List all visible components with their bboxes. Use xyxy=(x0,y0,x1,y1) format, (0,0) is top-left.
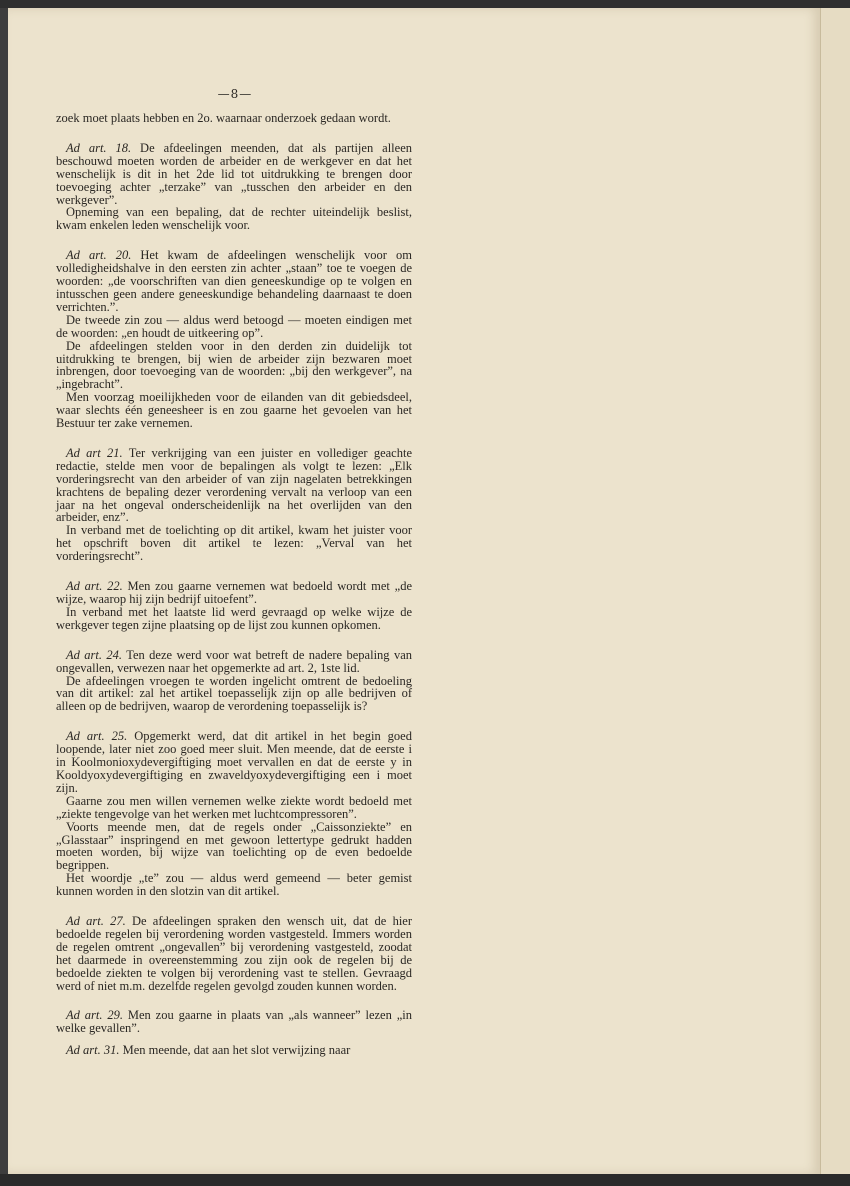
body-text xyxy=(56,112,412,1057)
paragraph: Gaarne zou men willen vernemen welke ziekte wordt bedoeld met „ziekte tengevolge van het werken met luchtcompressoren”. xyxy=(56,793,412,821)
paragraph-art-18: Ad art. 18. De afdeelingen meenden, dat als partijen alleen beschouwd moeten worden de arbeider en de werkgever en dat het wenschelijk is dit in het 2de lid tot uitdrukking te brengen door toevoeging achter „terzake” van „tusschen den arbeider en den werkgever”. xyxy=(56,140,412,207)
article-reference: Ad art. 27. xyxy=(66,914,126,929)
paragraph: De afdeelingen vroegen te worden ingelicht omtrent de bedoeling van dit artikel: zal het artikel toepasselijk zijn op alle bedrijven of alleen op de bedrijven, waarop de verordening toepasselijk is? xyxy=(56,673,412,714)
paragraph-art-20: Ad art. 20. Het kwam de afdeelingen wenschelijk voor om volledigheidshalve in den eersten zin achter „staan” toe te voegen de woorden: „de voorschriften van dien geneeskundige op te volgen en intusschen geen andere geneeskundige behandeling daarnaast te doen verrichten.”. xyxy=(56,248,412,314)
paragraph: Het woordje „te” zou — aldus werd gemeend — beter gemist kunnen worden in den slotzin van dit artikel. xyxy=(56,871,412,899)
paragraph: In verband met de toelichting op dit artikel, kwam het juister voor het opschrift boven dit artikel te lezen: „Verval van het vorderingsrecht”. xyxy=(56,523,412,564)
paragraph: De afdeelingen stelden voor in den derden zin duidelijk tot uitdrukking te brengen, bij wien de arbeider zijn bezwaren moet inbrengen, door toevoeging van de woorden: „bij den werkgever”, na „ingebracht”. xyxy=(56,338,412,392)
article-reference: Ad art. 25. xyxy=(66,729,128,744)
article-reference: Ad art. 29. xyxy=(66,1008,123,1023)
article-reference: Ad art. 31. xyxy=(66,1043,120,1058)
paragraph-art-25: Ad art. 25. Opgemerkt werd, dat dit artikel in het begin goed loopende, later niet zoo goed meer sluit. Men meende, dat de eerste i in Koolmonioxydevergiftiging moet vervallen en dat de eerste y in Kooldyoxydevergiftiging en zwaveldyoxydevergiftiging een i moet zijn. xyxy=(56,729,412,795)
article-reference: Ad art. 18. xyxy=(66,140,132,155)
paragraph: Voorts meende men, dat de regels onder „Caissonziekte” en „Glasstaar” inspringend en met gewoon lettertype gedrukt hadden moeten worden, bij wijze van toelichting op de even bedoelde begrippen. xyxy=(56,819,412,873)
article-reference: Ad art. 22. xyxy=(66,579,123,594)
scanner-bottom-border xyxy=(0,1174,850,1186)
page-number: —8— xyxy=(217,87,253,101)
paragraph-art-21: Ad art 21. Ter verkrijging van een juister en vollediger geachte redactie, stelde men voor de bepalingen als volgt te lezen: „Elk vorderingsrecht van den arbeider of van zijn nagelaten betrekkingen krachtens de bepaling dezer verordening vervalt na verloop van een jaar na het ongeval onderscheidenlijk na het overlijden van den arbeider, enz”. xyxy=(56,445,412,525)
paragraph: Opneming van een bepaling, dat de rechter uiteindelijk beslist, kwam enkelen leden wenschelijk voor. xyxy=(56,205,412,233)
paragraph: Men voorzag moeilijkheden voor de eilanden van dit gebiedsdeel, waar slechts één geneesheer is en zou gaarne het gevoelen van het Bestuur ter zake vernemen. xyxy=(56,390,412,431)
article-reference: Ad art. 24. xyxy=(66,647,123,662)
article-reference: Ad art 21. xyxy=(66,445,123,460)
paragraph-art-24: Ad art. 24. Ten deze werd voor wat betreft de nadere bepaling van ongevallen, verwezen naar het opgemerkte ad art. 2, 1ste lid. xyxy=(56,647,412,675)
paragraph: zoek moet plaats hebben en 2o. waarnaar onderzoek gedaan wordt. xyxy=(56,111,391,125)
paragraph: In verband met het laatste lid werd gevraagd op welke wijze de werkgever tegen zijne plaatsing op de lijst zou kunnen opkomen. xyxy=(56,604,412,632)
next-page-edge xyxy=(820,8,850,1174)
article-reference: Ad art. 20. xyxy=(66,248,132,263)
paragraph-art-22: Ad art. 22. Men zou gaarne vernemen wat bedoeld wordt met „de wijze, waarop hij zijn bedrijf uitoefent”. xyxy=(56,579,412,606)
paragraph-art-31: Ad art. 31. Men meende, dat aan het slot verwijzing naar xyxy=(66,1043,351,1058)
paragraph-art-27: Ad art. 27. De afdeelingen spraken den wensch uit, dat de hier bedoelde regelen bij verordening worden vastgesteld. Immers worden de regelen omtrent „ongevallen” bij verordening vastgesteld, zoodat het daarmede in overeenstemming zou zijn ook de regelen bij de bedoelde ziekten te volgen bij verordening vast te stellen. Gevraagd werd of niet m.m. dezelfde regelen gevolgd zouden kunnen worden. xyxy=(56,914,413,993)
scanner-top-border xyxy=(0,0,850,8)
paragraph-art-29: Ad art. 29. Men zou gaarne in plaats van „als wanneer” lezen „in welke gevallen”. xyxy=(56,1008,412,1036)
paragraph: De tweede zin zou — aldus werd betoogd — moeten eindigen met de woorden: „en houdt de uitkeering op”. xyxy=(56,312,412,340)
